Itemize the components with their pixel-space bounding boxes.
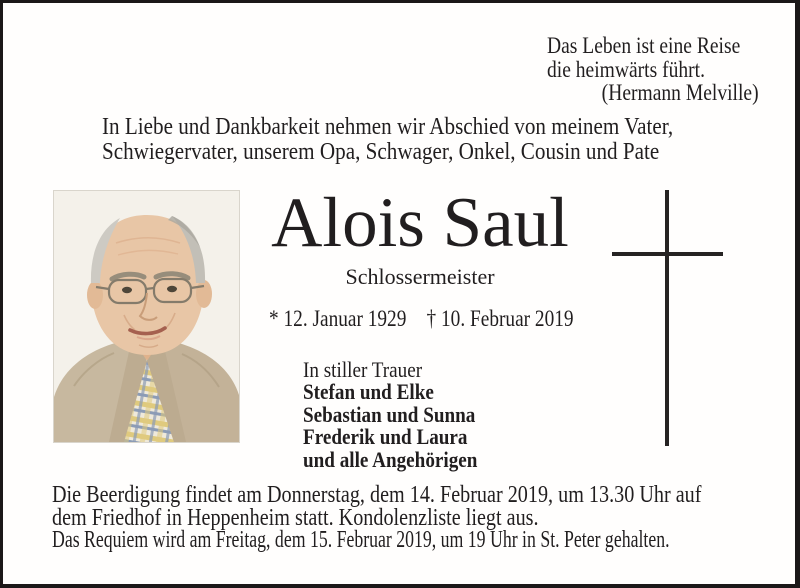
mourner-line: Sebastian und Sunna: [303, 401, 476, 427]
quote-line-2: die heimwärts führt.: [547, 56, 705, 82]
opening-line-1: In Liebe und Dankbarkeit nehmen wir Abschied von meinem Vater,: [102, 114, 674, 140]
right-ear: [196, 280, 212, 308]
death-date: † 10. Februar 2019: [426, 306, 574, 331]
funeral-info-line-1: Die Beerdigung findet am Donnerstag, dem 14. Februar 2019, um 13.30 Uhr auf: [52, 482, 702, 508]
deceased-name: Alois Saul: [271, 184, 569, 262]
deceased-profession: Schlossermeister: [345, 264, 495, 289]
cross-vertical-bar: [665, 190, 669, 446]
mourning-heading: In stiller Trauer: [303, 357, 423, 382]
opening-line-2: Schwiegervater, unserem Opa, Schwager, Onkel, Cousin und Pate: [102, 138, 660, 165]
quote-line-1: Das Leben ist eine Reise: [547, 33, 741, 58]
right-eye: [167, 286, 177, 292]
cross-horizontal-bar: [612, 252, 723, 256]
mourners-block: [303, 359, 503, 471]
mourner-line: Frederik und Laura: [303, 424, 468, 450]
quote-attribution: (Hermann Melville): [602, 80, 759, 105]
memorial-cross-icon: [612, 190, 732, 450]
portrait-illustration: [54, 191, 239, 442]
portrait-photo: [53, 190, 240, 443]
funeral-info-line-3: Das Requiem wird am Freitag, dem 15. Februar 2019, um 19 Uhr in St. Peter gehalten.: [52, 527, 670, 553]
memorial-quote: [547, 34, 759, 105]
left-ear: [87, 281, 103, 309]
birth-date: * 12. Januar 1929: [269, 306, 407, 331]
left-eye: [122, 287, 132, 293]
deceased-block: [240, 184, 600, 331]
mourner-line: Stefan und Elke: [303, 379, 434, 405]
mourner-line: und alle Angehörigen: [303, 446, 478, 472]
funeral-info-block: [52, 484, 800, 552]
funeral-info-line-2: dem Friedhof in Heppenheim statt. Kondolenzliste liegt aus.: [52, 504, 539, 531]
opening-text: [102, 115, 751, 164]
life-dates: [240, 307, 600, 330]
